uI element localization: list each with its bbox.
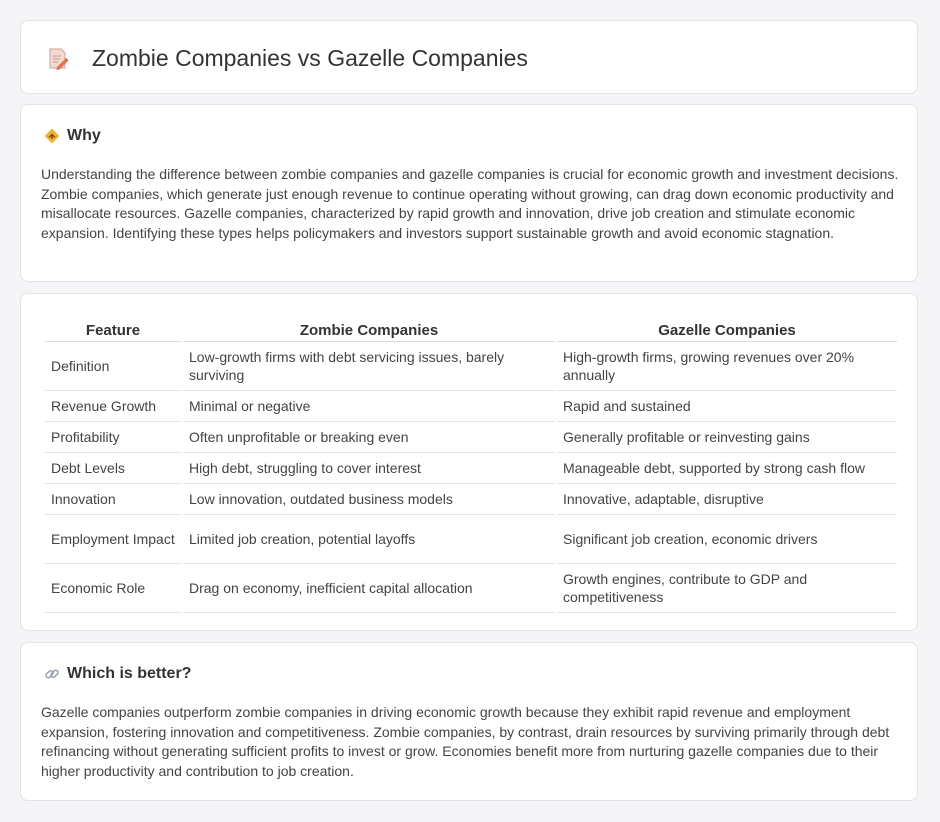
zombie-cell: Drag on economy, inefficient capital allocation bbox=[183, 564, 555, 613]
feature-cell: Innovation bbox=[45, 484, 181, 515]
gazelle-cell: Innovative, adaptable, disruptive bbox=[557, 484, 897, 515]
table-row bbox=[45, 342, 897, 391]
feature-cell: Economic Role bbox=[45, 564, 181, 613]
feature-cell: Revenue Growth bbox=[45, 391, 181, 422]
feature-cell: Employment Impact bbox=[45, 515, 181, 564]
why-section bbox=[20, 104, 918, 282]
table-row bbox=[45, 422, 897, 453]
gazelle-cell: Generally profitable or reinvesting gains bbox=[557, 422, 897, 453]
gazelle-cell: Significant job creation, economic drivers bbox=[557, 515, 897, 564]
comparison-table bbox=[43, 314, 899, 613]
feature-cell: Debt Levels bbox=[45, 453, 181, 484]
zombie-cell: Low innovation, outdated business models bbox=[183, 484, 555, 515]
table-row bbox=[45, 515, 897, 564]
zombie-cell: Minimal or negative bbox=[183, 391, 555, 422]
diamond-sign-icon bbox=[44, 128, 60, 144]
gazelle-cell: Growth engines, contribute to GDP and competitiveness bbox=[557, 564, 897, 613]
which-is-better-section bbox=[20, 642, 918, 801]
header-card bbox=[20, 20, 918, 94]
which-is-better-heading: Which is better? bbox=[67, 665, 192, 682]
table-row bbox=[45, 453, 897, 484]
table-header-row bbox=[45, 314, 897, 342]
zombie-cell: High debt, struggling to cover interest bbox=[183, 453, 555, 484]
table-row bbox=[45, 391, 897, 422]
why-heading: Why bbox=[67, 127, 101, 144]
document-pencil-icon bbox=[48, 48, 68, 70]
feature-cell: Definition bbox=[45, 342, 181, 391]
comparison-table-card bbox=[20, 293, 918, 631]
column-header-feature: Feature bbox=[45, 314, 181, 342]
table-row bbox=[45, 564, 897, 613]
zombie-cell: Often unprofitable or breaking even bbox=[183, 422, 555, 453]
zombie-cell: Limited job creation, potential layoffs bbox=[183, 515, 555, 564]
gazelle-cell: High-growth firms, growing revenues over 20% annually bbox=[557, 342, 897, 391]
feature-cell: Profitability bbox=[45, 422, 181, 453]
link-icon bbox=[44, 666, 60, 682]
table-row bbox=[45, 484, 897, 515]
column-header-zombie: Zombie Companies bbox=[183, 314, 555, 342]
which-is-better-text: Gazelle companies outperform zombie companies in driving economic growth because they exhibit rapid revenue and employment expansion, fostering innovation and competitiveness. Zombie companies, by contrast, drain resources by surviving primarily through debt refinancing without generating sufficient profits to invest or grow. Economies benefit more from nurturing gazelle companies due to their higher productivity and contribution to job creation. bbox=[41, 704, 890, 779]
page-title: Zombie Companies vs Gazelle Companies bbox=[92, 45, 528, 71]
gazelle-cell: Rapid and sustained bbox=[557, 391, 897, 422]
gazelle-cell: Manageable debt, supported by strong cash flow bbox=[557, 453, 897, 484]
zombie-cell: Low-growth firms with debt servicing issues, barely surviving bbox=[183, 342, 555, 391]
why-text: Understanding the difference between zombie companies and gazelle companies is crucial for economic growth and investment decisions. Zombie companies, which generate just enough revenue to continue operating without growing, can drag down economic productivity and misallocate resources. Gazelle companies, characterized by rapid growth and innovation, drive job creation and stimulate economic expansion. Identifying these types helps policymakers and investors support sustainable growth and avoid economic stagnation. bbox=[41, 166, 899, 241]
column-header-gazelle: Gazelle Companies bbox=[557, 314, 897, 342]
